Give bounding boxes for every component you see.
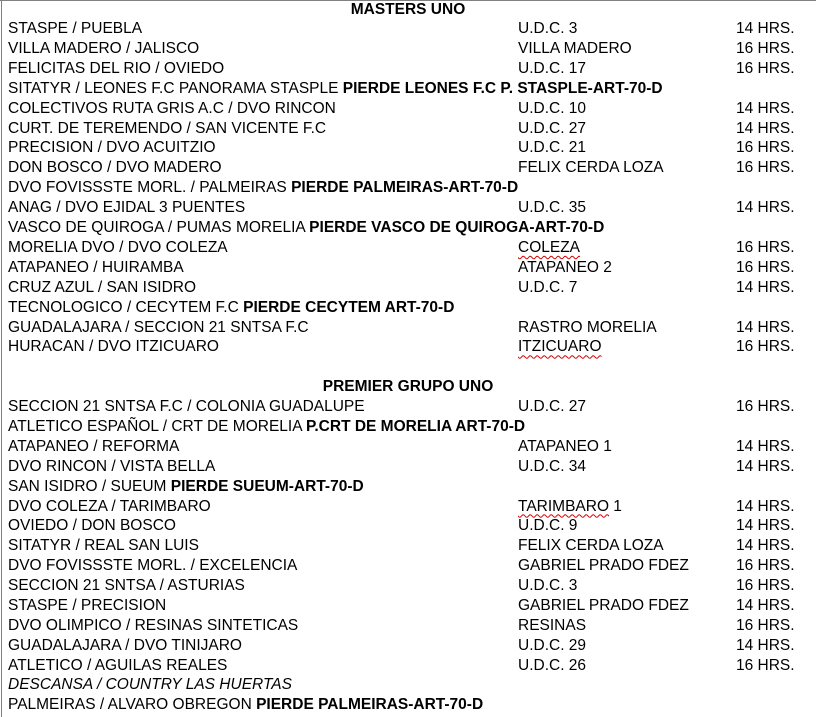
match-text: OVIEDO / DON BOSCO	[8, 517, 176, 535]
match-text: STASPE / PRECISION	[8, 597, 167, 614]
match-text: GUADALAJARA / DVO TINIJARO	[8, 636, 242, 654]
forfeit-row	[0, 417, 816, 437]
venue-text: FELIX CERDA LOZA	[518, 159, 664, 177]
forfeit-row	[0, 79, 816, 99]
forfeit-row-text	[8, 417, 525, 437]
match-row	[0, 138, 816, 158]
venue-text: U.D.C. 21	[518, 139, 587, 157]
forfeit-note: PIERDE VASCO DE QUIROGA-ART-70-D	[309, 219, 605, 236]
venue-text: GABRIEL PRADO FDEZ	[518, 557, 689, 575]
venue-text	[518, 337, 602, 357]
venue-text: U.D.C. 27	[518, 398, 587, 415]
forfeit-note: PIERDE PALMEIRAS-ART-70-D	[291, 179, 519, 197]
venue-text: U.D.C. 27	[518, 119, 587, 137]
match-text: DVO FOVISSSTE MORL. / PALMEIRAS	[8, 179, 292, 197]
forfeit-row	[0, 218, 816, 238]
match-row	[0, 536, 816, 556]
venue-text	[518, 238, 580, 258]
match-row	[0, 397, 816, 417]
match-row	[0, 516, 816, 536]
match-row	[0, 636, 816, 656]
match-text: DON BOSCO / DVO MADERO	[8, 159, 222, 177]
time-text: 14 HRS.	[736, 517, 795, 535]
time-text: 14 HRS.	[736, 199, 795, 217]
match-text: ATAPANEO / HUIRAMBA	[8, 258, 184, 276]
forfeit-row	[0, 298, 816, 318]
forfeit-note: P.CRT DE MORELIA ART-70-D	[306, 417, 526, 435]
venue-text: U.D.C. 3	[518, 577, 578, 595]
match-row	[0, 99, 816, 119]
match-row	[0, 457, 816, 477]
match-row	[0, 596, 816, 616]
venue-text: RESINAS	[518, 616, 587, 634]
match-text: ATLETICO / AGUILAS REALES	[8, 656, 228, 674]
venue-text: TARIMBARO 1	[518, 497, 622, 515]
forfeit-note: PIERDE SUEUM-ART-70-D	[170, 477, 364, 495]
venue-text: ATAPANEO 1	[518, 437, 612, 455]
match-row	[0, 576, 816, 596]
venue-text: U.D.C. 35	[518, 199, 587, 217]
match-row	[0, 238, 816, 258]
rest-row	[0, 675, 816, 695]
forfeit-row-text	[8, 695, 483, 715]
time-text: 14 HRS.	[736, 318, 795, 336]
venue-text: U.D.C. 9	[518, 517, 578, 535]
time-text: 16 HRS.	[736, 258, 795, 276]
time-text: 16 HRS.	[736, 616, 795, 634]
match-row	[0, 39, 816, 59]
venue-text: GABRIEL PRADO FDEZ	[518, 597, 689, 614]
match-row	[0, 59, 816, 79]
match-row	[0, 616, 816, 636]
rest-text: DESCANSA / COUNTRY LAS HUERTAS	[8, 676, 292, 693]
time-text: 14 HRS.	[736, 119, 795, 137]
time-text: 14 HRS.	[736, 278, 795, 296]
match-text: STASPE / PUEBLA	[8, 20, 143, 37]
match-row	[0, 318, 816, 338]
match-text: FELICITAS DEL RIO / OVIEDO	[8, 59, 225, 77]
forfeit-row-text	[8, 79, 663, 99]
match-row	[0, 119, 816, 139]
match-text: PRECISION / DVO ACUITZIO	[8, 139, 216, 157]
time-text: 16 HRS.	[736, 557, 795, 575]
time-text: 14 HRS.	[736, 20, 795, 37]
match-row	[0, 437, 816, 457]
forfeit-row	[0, 695, 816, 715]
match-row	[0, 278, 816, 298]
match-text: VASCO DE QUIROGA / PUMAS MORELIA	[8, 219, 310, 236]
venue-text: FELIX CERDA LOZA	[518, 537, 664, 555]
match-row	[0, 19, 816, 39]
match-row	[0, 158, 816, 178]
time-text: 14 HRS.	[736, 636, 795, 654]
match-text: GUADALAJARA / SECCION 21 SNTSA F.C	[8, 318, 309, 336]
masters-title: MASTERS UNO	[350, 1, 466, 18]
forfeit-note: PIERDE LEONES F.C P. STASPLE-ART-70-D	[342, 79, 663, 97]
match-text: MORELIA DVO / DVO COLEZA	[8, 238, 228, 256]
venue-text: U.D.C. 7	[518, 278, 578, 296]
match-text: DVO OLIMPICO / RESINAS SINTETICAS	[8, 616, 299, 634]
venue-word: COLEZA	[518, 238, 581, 256]
venue-text: U.D.C. 3	[518, 20, 578, 37]
time-text: 14 HRS.	[736, 457, 795, 475]
time-text: 16 HRS.	[736, 39, 795, 57]
premier-title: PREMIER GRUPO UNO	[322, 378, 494, 395]
match-text: VILLA MADERO / JALISCO	[8, 39, 200, 57]
venue-text: U.D.C. 10	[518, 99, 587, 117]
forfeit-row-text	[8, 298, 454, 318]
time-text: 16 HRS.	[736, 139, 795, 157]
venue-text: ATAPANEO 2	[518, 258, 612, 276]
venue-text: VILLA MADERO	[518, 39, 632, 57]
match-text: ATLETICO ESPAÑOL / CRT DE MORELIA	[8, 417, 307, 435]
forfeit-row-text	[8, 218, 604, 238]
time-text: 14 HRS.	[736, 497, 795, 515]
forfeit-note: PIERDE PALMEIRAS-ART-70-D	[256, 696, 484, 713]
match-row	[0, 556, 816, 576]
forfeit-row	[0, 477, 816, 497]
match-text: SAN ISIDRO / SUEUM	[8, 477, 171, 495]
forfeit-note: PIERDE CECYTEM ART-70-D	[243, 298, 455, 316]
match-text: DVO COLEZA / TARIMBARO	[8, 497, 211, 515]
match-text: ATAPANEO / REFORMA	[8, 437, 180, 455]
match-row	[0, 337, 816, 357]
match-row	[0, 258, 816, 278]
time-text: 14 HRS.	[736, 597, 795, 614]
venue-text: U.D.C. 26	[518, 656, 587, 674]
match-text: SITATYR / REAL SAN LUIS	[8, 537, 199, 555]
match-text: SECCION 21 SNTSA F.C / COLONIA GUADALUPE	[8, 398, 365, 415]
forfeit-row	[0, 178, 816, 198]
venue-text: U.D.C. 29	[518, 636, 587, 654]
venue-text: U.D.C. 17	[518, 59, 587, 77]
match-text: HURACAN / DVO ITZICUARO	[8, 338, 219, 356]
match-row	[0, 656, 816, 676]
time-text: 16 HRS.	[736, 159, 795, 177]
match-text: CURT. DE TEREMENDO / SAN VICENTE F.C	[8, 119, 327, 137]
forfeit-row-text	[8, 477, 364, 497]
match-row	[0, 198, 816, 218]
time-text: 14 HRS.	[736, 99, 795, 117]
match-text: SECCION 21 SNTSA / ASTURIAS	[8, 577, 245, 595]
time-text: 16 HRS.	[736, 59, 795, 77]
venue-word: TARIMBARO	[518, 497, 609, 515]
match-text: CRUZ AZUL / SAN ISIDRO	[8, 278, 197, 296]
venue-word: ITZICUARO	[518, 338, 602, 356]
match-text: DVO RINCON / VISTA BELLA	[8, 457, 216, 475]
match-text: ANAG / DVO EJIDAL 3 PUENTES	[8, 199, 246, 217]
time-text: 14 HRS.	[736, 537, 795, 555]
match-text: PALMEIRAS / ALVARO OBREGON	[8, 696, 257, 713]
match-text: TECNOLOGICO / CECYTEM F.C	[8, 298, 244, 316]
time-text: 14 HRS.	[736, 437, 795, 455]
time-text: 16 HRS.	[736, 656, 795, 674]
match-text: DVO FOVISSSTE MORL. / EXCELENCIA	[8, 557, 298, 575]
time-text: 16 HRS.	[736, 398, 795, 415]
match-row	[0, 497, 816, 517]
match-text: SITATYR / LEONES F.C PANORAMA STASPLE	[8, 79, 343, 97]
forfeit-row-text	[8, 178, 518, 198]
time-text: 16 HRS.	[736, 338, 795, 356]
venue-text: U.D.C. 34	[518, 457, 587, 475]
time-text: 16 HRS.	[736, 577, 795, 595]
venue-text: RASTRO MORELIA	[518, 318, 657, 336]
time-text: 16 HRS.	[736, 238, 795, 256]
match-text: COLECTIVOS RUTA GRIS A.C / DVO RINCON	[8, 99, 336, 117]
